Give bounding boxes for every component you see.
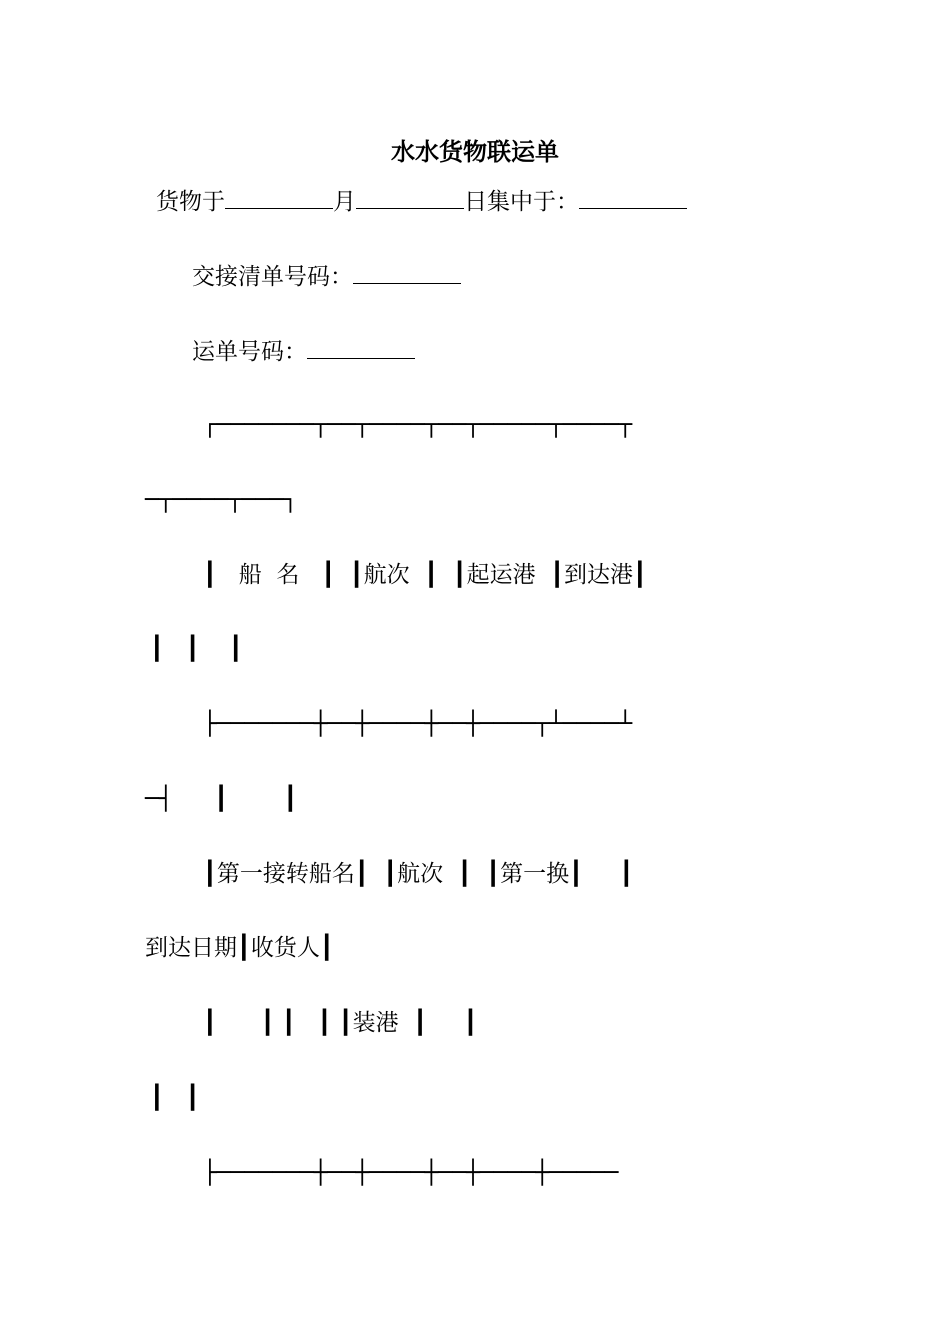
day-blank[interactable] xyxy=(356,186,464,209)
waybill-number-line xyxy=(192,336,415,367)
manifest-number-label: 交接清单号码： xyxy=(192,264,353,290)
waybill-number-label: 运单号码： xyxy=(192,339,307,365)
table-rule-top: ┌───────┬──┬────┬──┬─────┬────┬ xyxy=(203,412,633,438)
manifest-number-blank[interactable] xyxy=(353,261,461,284)
table-rule-bottom: ├───────┼──┼────┼──┼────┼───── xyxy=(203,1160,619,1186)
table-rule-middle: ├───────┼──┼────┼──┼────┬┴────┴ xyxy=(203,711,633,737)
table-header-row-2-wrap: 到达日期┃收货人┃ xyxy=(145,935,334,961)
table-rule-middle-wrap: ─┤ ┃ ┃ xyxy=(145,786,298,812)
waybill-number-blank[interactable] xyxy=(307,336,415,359)
table-header-row-2: ┃第一接转船名┃ ┃航次 ┃ ┃第一换┃ ┃ xyxy=(203,861,634,887)
table-header-row-3-wrap: ┃ ┃ xyxy=(150,1085,200,1111)
manifest-number-line xyxy=(192,261,461,292)
table-header-row-1: ┃ 船 名 ┃ ┃航次 ┃ ┃起运港 ┃到达港┃ xyxy=(203,562,647,588)
month-blank[interactable] xyxy=(225,186,333,209)
document-title: 水水货物联运单 xyxy=(391,137,559,166)
month-label: 月 xyxy=(333,189,356,215)
goods-at-label: 货物于 xyxy=(156,189,225,215)
collection-date-line xyxy=(156,186,687,217)
location-blank[interactable] xyxy=(579,186,687,209)
collected-at-label: 日集中于： xyxy=(464,189,579,215)
table-header-row-3: ┃ ┃ ┃ ┃ ┃装港 ┃ ┃ xyxy=(203,1010,478,1036)
table-rule-top-wrap: ─┬────┬───┐ xyxy=(145,487,298,513)
table-header-row-1-wrap: ┃ ┃ ┃ xyxy=(150,636,243,662)
